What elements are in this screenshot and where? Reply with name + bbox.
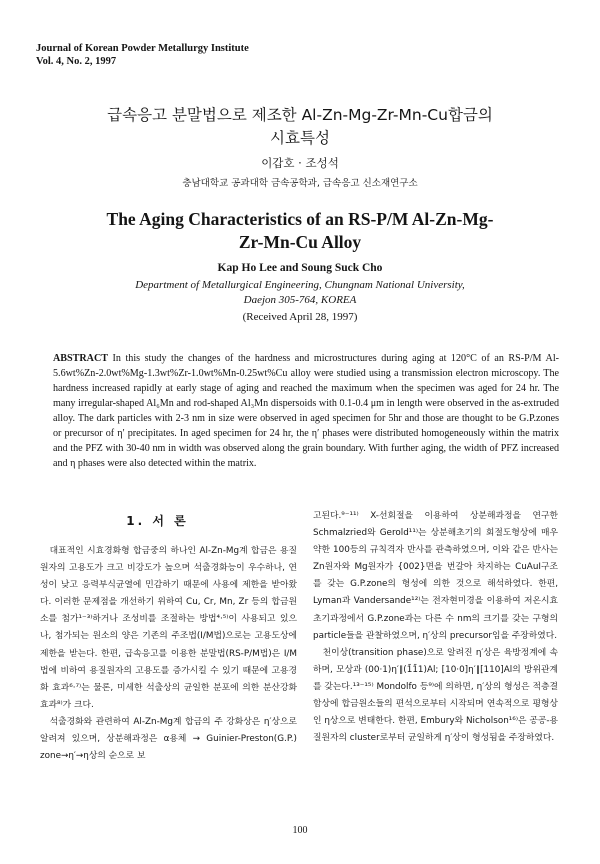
abstract [53,351,559,471]
journal-header [36,42,249,68]
abstract-label: ABSTRACT [53,353,108,364]
journal-volume: Vol. 4, No. 2, 1997 [36,56,117,67]
affiliation-line2: Daejon 305-764, KOREA [243,294,357,306]
english-title [0,208,600,254]
paragraph: 석출경화와 관련하여 Al-Zn-Mg계 합금의 주 강화상은 η′상으로 알려져 있으며, 상분해과정은 α용체 → Guinier-Preston(G.P.) zone→η′→η상의 순으로 보 [40,716,297,762]
affiliation-line1: Department of Metallurgical Engineering, Chungnam National University, [135,279,465,291]
english-authors: Kap Ho Lee and Soung Suck Cho [217,262,383,274]
paragraph: 대표적인 시효경화형 합금중의 하나인 Al-Zn-Mg계 합금은 용질원자의 고용도가 크고 비강도가 높으며 석출경화능이 우수하나, 연성이 낮고 응력부식균열에 민감하기 때문에 사용에 제한을 받아왔다. 이러한 문제점을 개선하기 위하여 Cu, Cr, Mn, Zr 등의 합금원소를 첨가¹⁻³⁾하거나 조성비를 조절하는 방법⁴·⁵⁾이 사용되고 있으나, 첨가되는 원소의 양은 기존의 주조법(I/M법)으로는 고용도상에 제한을 받는다. 한편, 급속응고를 이용한 분말법(RS-P/M법)은 I/M법에 비하여 용질원자의 고용도를 증가시킬 수 있기 때문에 고용경화 효과⁶·⁷⁾는 물론, 미세한 석출상의 균일한 분포에 의한 분산강화 효과⁸⁾가 크다. [40,546,297,710]
paragraph: 고된다.⁹⁻¹¹⁾ X-선회절을 이용하여 상분해과정을 연구한 Schmalzried와 Gerold¹¹⁾는 상분해초기의 회절도형상에 매우 약한 100등의 규칙격자 반사를 관측하였으며, 이와 같은 반사는 Zn원자와 Mg원자가 {002}면을 번갈아 차지하는 CuAuI구조를 갖는 G.P.zone의 형성에 의한 것으로 해석하였다. 한편, Lyman과 Vandersande¹²⁾는 전자현미경을 이용하여 저온시효초기과정에서 G.P.zone과는 다른 수 nm의 크기를 갖는 구형의 particle들을 관찰하였으며, η′상의 precursor임을 주장하였다. [313,511,558,641]
english-title-line2: Zr-Mn-Cu Alloy [238,232,362,252]
korean-affiliation: 충남대학교 공과대학 금속공학과, 급속응고 신소재연구소 [182,178,418,189]
korean-authors: 이갑호 · 조성석 [261,156,339,170]
section-heading-introduction: 1. 서 론 [126,514,189,528]
left-column [40,543,297,765]
journal-name: Journal of Korean Powder Metallurgy Institute [36,43,249,54]
korean-title [0,104,600,150]
korean-title-line1: 급속응고 분말법으로 제조한 Al-Zn-Mg-Zr-Mn-Cu합금의 [107,106,493,124]
english-title-line1: The Aging Characteristics of an RS-P/M Al-Zn-Mg- [106,209,494,229]
abstract-text: In this study the changes of the hardness and microstructures during aging at 120°C of an RS-P/M Al-5.6wt%Zn-2.0wt%Mg-1.3wt%Zr-1.0wt%Mn-0.25wt%Cu alloy were studied using a transmission electron microscopy. The hardness increased rapidly at early stage of aging and reached the maximum when the specimen was aged for 24 hr. The many irregular-shaped Al₆Mn and rod-shaped Al₃Mn dispersoids with 0.1-0.4 μm in length were observed in the as-extruded alloy. The dark particles with 2-3 nm in size were observed in aged specimen for 5hr and those are thought to be G.P.zones or precursor of η′ precipitates. In aged specimen for 24 hr, the η′ phases were distributed homogeneously within the matrix and the PFZ with 30-40 nm in width was observed along the grain boundary. With further aging, the width of PFZ increased and η phases were also detected within the matrix. [53,353,559,469]
right-column [313,508,558,747]
page-number: 100 [292,825,308,836]
english-affiliation [0,278,600,308]
korean-title-line2: 시효특성 [270,129,330,147]
paragraph: 천이상(transition phase)으로 알려진 η′상은 육방정계에 속하며, 모상과 (00·1)η′∥(1̄1̄1)Al; [10·0]η′∥[110]Al의 방위관계를 갖는다.¹³⁻¹⁵⁾ Mondolfo 등⁹⁾에 의하면, η′상의 형성은 적층결함상에 합금원소들의 편석으로부터 시작되며 연속적으로 평형상인 η상으로 변태한다. 한편, Embury와 Nicholson¹⁶⁾은 공공-용질원자의 cluster로부터 균일하게 η′상이 형성됨을 주장하였다. [313,647,558,744]
received-date: (Received April 28, 1997) [242,311,358,323]
